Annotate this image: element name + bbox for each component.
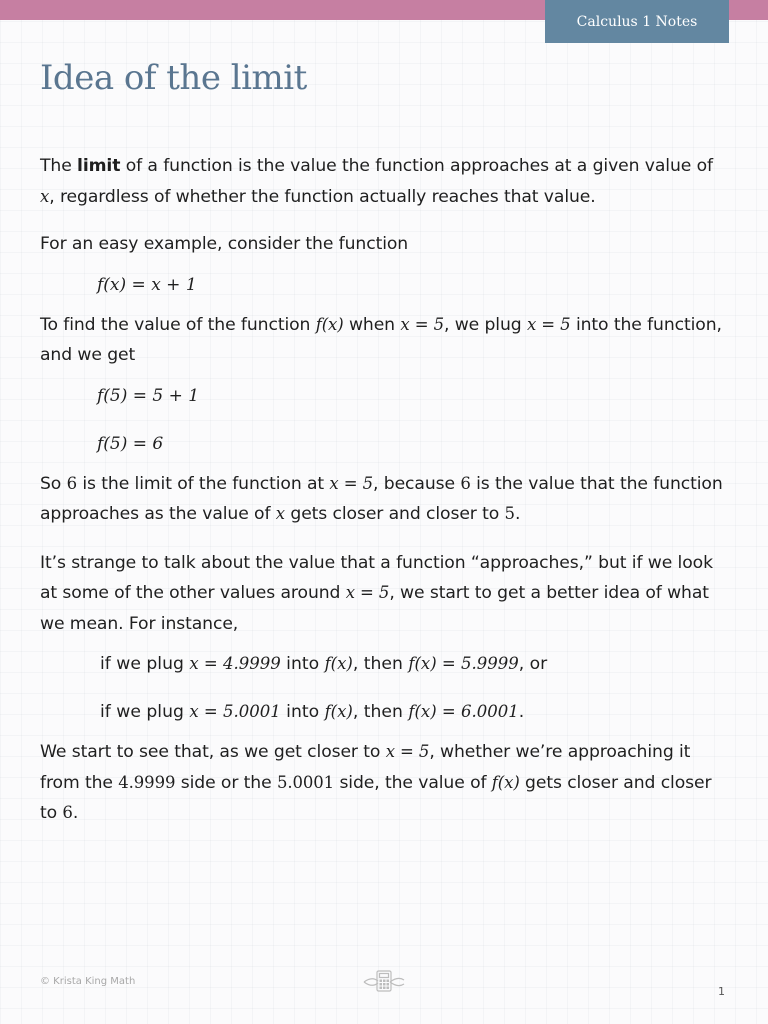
- course-label-tab: Calculus 1 Notes: [545, 0, 729, 43]
- notes-body: [40, 151, 730, 829]
- example-line-below: if we plug x = 4.9999 into f(x), then f(x) = 5.9999, or: [100, 654, 548, 674]
- page-number: 1: [718, 985, 725, 998]
- paragraph-approaches: It’s strange to talk about the value that a function “approaches,” but if we look at some of the other values around x = 5, we start to get a better idea of what we mean. For instance,: [40, 552, 713, 634]
- equation-f-of-5-result: f(5) = 6: [97, 433, 164, 454]
- calculator-wheat-logo-icon: [360, 966, 408, 996]
- paragraph-plug-in: To find the value of the function f(x) when x = 5, we plug x = 5 into the function, and we get: [40, 314, 722, 365]
- copyright-text: © Krista King Math: [40, 976, 136, 987]
- paragraph-definition: The limit of a function is the value the function approaches at a given value of x, regardless of whether the function actually reaches that value.: [40, 156, 713, 207]
- term-limit: limit: [77, 156, 121, 176]
- equation-f-of-x: f(x) = x + 1: [97, 274, 197, 295]
- paragraph-closing: We start to see that, as we get closer to x = 5, whether we’re approaching it from the 4.9999 side or the 5.0001 side, the value of f(x) gets closer and closer to 6.: [40, 742, 712, 823]
- paragraph-example-intro: For an easy example, consider the function: [40, 234, 409, 254]
- equation-f-of-5: f(5) = 5 + 1: [97, 385, 200, 406]
- paragraph-limit-conclusion: So 6 is the limit of the function at x = 5, because 6 is the value that the function approaches as the value of x gets closer and closer to 5.: [40, 473, 723, 524]
- example-line-above: if we plug x = 5.0001 into f(x), then f(x) = 6.0001.: [100, 702, 525, 722]
- page-title: Idea of the limit: [40, 58, 307, 98]
